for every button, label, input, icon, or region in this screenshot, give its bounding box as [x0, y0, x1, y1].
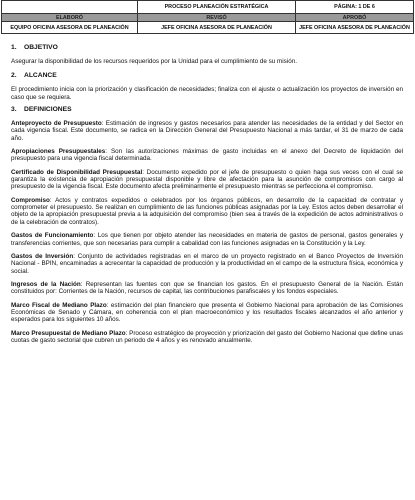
- definition-text: : Proceso estratégico de proyección y priorización del gasto del Gobierno Nacional que define unas cuotas de gasto sectorial que cubren un periodo de 4 años y es renovado anualmente.: [11, 329, 403, 344]
- definition-item: [11, 169, 403, 191]
- objetivo-text: Asegurar la disponibilidad de los recursos requeridos por la Unidad para el cumplimiento de su misión.: [11, 58, 297, 65]
- definition-term: Anteproyecto de Presupuesto: [11, 120, 102, 128]
- definition-text: : Actos y contratos expedidos o celebrados por los órganos públicos, en desarrollo de la capacidad de contratar y comprometer el presupuesto. Se realizan en cumplimiento de las funciones públicas asignadas por la Ley. Estos actos deben desarrollar el objeto de la apropiación presupuestal previa a la adquisición del compromiso (bien sea a través de la expedición de actos administrativos o de la celebración de contratos).: [11, 196, 403, 226]
- definition-text: : Estimación de ingresos y gastos necesarios para atender las necesidades de la entidad y del Sector en cada vigencia fiscal. Este documento, se radica en la Dirección General del Presupuesto Nacional a más tardar, el 31 de marzo de cada año.: [11, 120, 403, 142]
- document-header: [0, 0, 415, 34]
- elaboro-label: ELABORÓ: [2, 14, 138, 22]
- definition-term: Apropiaciones Presupuestales: [11, 148, 106, 156]
- definition-item: [11, 148, 403, 163]
- definition-item: [11, 120, 403, 142]
- reviso-label: REVISÓ: [138, 14, 296, 22]
- definition-term: Marco Fiscal de Mediano Plazo: [11, 301, 107, 309]
- process-name: PROCESO PLANEACIÓN ESTRATÉGICA: [138, 1, 296, 14]
- definition-term: Gastos de Funcionamiento: [11, 232, 94, 240]
- definition-text: : Representan las fuentes con que se financian los gastos. En el presupuesto General de la Nación. Están constituidos por: Corrientes de la Nación, recursos de capital, las contribuciones parafiscales y los fondos especiales.: [11, 280, 403, 296]
- page-number: PÁGINA: 1 DE 6: [296, 1, 414, 14]
- definition-term: Compromiso: [11, 196, 50, 204]
- header-blank-cell: [2, 1, 138, 14]
- aprobo-label: APROBÓ: [296, 14, 414, 22]
- definition-text: : Los que tienen por objeto atender las necesidades en materia de gastos de personal, gastos generales y transferencias corrientes, que son necesarias para cumplir a cabalidad con las funciones asignadas en la Constitución y la Ley.: [11, 232, 403, 247]
- section-heading-alcance: 2. ALCANCE: [11, 72, 57, 80]
- header-table: [1, 0, 414, 34]
- definition-term: Gastos de Inversión: [11, 252, 74, 260]
- definition-item: [11, 330, 403, 345]
- elaboro-value: EQUIPO OFICINA ASESORA DE PLANEACIÓN: [2, 22, 138, 34]
- definition-item: [11, 302, 403, 324]
- definition-item: [11, 197, 403, 226]
- definition-text: : Son las autorizaciones máximas de gasto incluidas en el anexo del Decreto de liquidación del presupuesto para una vigencia fiscal determinada.: [11, 148, 403, 163]
- section-heading-objetivo: 1. OBJETIVO: [11, 44, 58, 51]
- document-body: [11, 42, 403, 344]
- definition-item: [11, 232, 403, 247]
- alcance-text: El procedimiento inicia con la priorización y clasificación de necesidades; finaliza con el ajuste o actualización los proyectos de inversión en caso que se requiera.: [11, 86, 403, 101]
- section-heading-definiciones: 3. DEFINICIONES: [11, 106, 72, 114]
- definition-term: Marco Presupuestal de Mediano Plazo: [11, 329, 126, 337]
- definition-text: : Conjunto de actividades registradas en el marco de un proyecto registrado en el Banco Proyectos de Inversión Nacional - BPIN, encaminadas a acrecentar la capacidad de producción y la productividad en el campo de la estructura física, económica y social.: [11, 252, 403, 275]
- definition-item: [11, 253, 403, 275]
- definition-item: [11, 281, 403, 296]
- definition-text: : Documento expedido por el jefe de presupuesto o quien haga sus veces con el cual se garantiza la existencia de apropiación presupuestal disponible y libre de afectación para la asunción de compromisos con cargo al presupuesto de la vigencia fiscal. Este documento afecta preliminarmente el presupuesto mientras se perfecciona el compromiso.: [11, 168, 403, 191]
- aprobo-value: JEFE OFICINA ASESORA DE PLANEACIÓN: [296, 22, 414, 34]
- reviso-value: JEFE OFICINA ASESORA DE PLANEACIÓN: [138, 22, 296, 34]
- definition-text: : estimación del plan financiero que presenta el Gobierno Nacional para aprobación de las Comisiones Económicas de Senado y Cámara, en coherencia con el plan macroeconómico y los resultados fiscales alcanzados el año anterior y esperados para los siguientes 10 años.: [11, 301, 403, 324]
- definition-term: Certificado de Disponibilidad Presupuestal: [11, 168, 143, 176]
- definition-term: Ingresos de la Nación: [11, 280, 81, 288]
